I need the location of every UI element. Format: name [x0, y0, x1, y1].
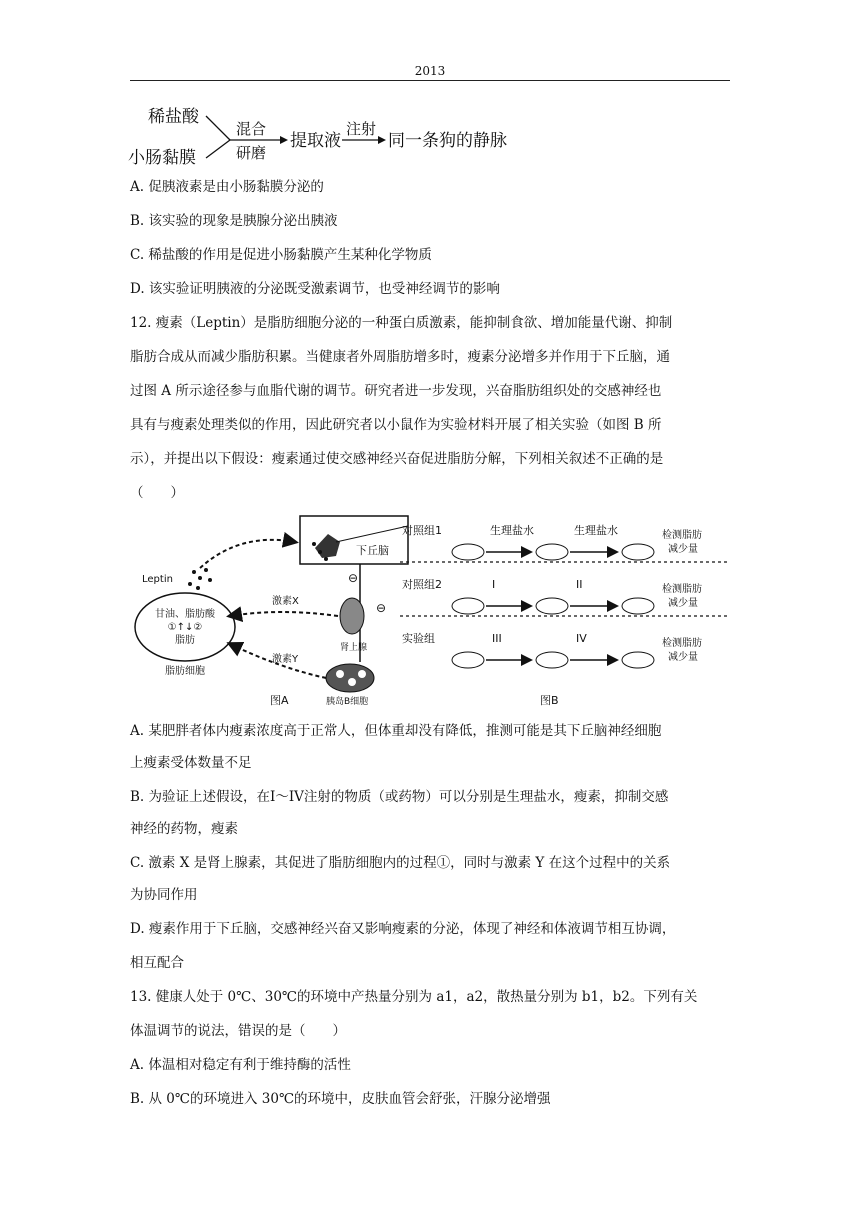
- inject-label: 注射: [346, 120, 377, 138]
- control-group-1-label: 对照组1: [402, 524, 442, 537]
- row-2: [452, 578, 702, 614]
- cell-text-3: 脂肪: [175, 635, 195, 646]
- q11-option-a: A. 促胰液素是由小肠黏膜分泌的: [130, 179, 324, 195]
- leptin-figure: [130, 512, 730, 712]
- fat-cell-label: 脂肪细胞: [165, 666, 205, 677]
- q12-stem-line-6: （ ）: [130, 485, 184, 501]
- q12-option-a-line-1: A. 某肥胖者体内瘦素浓度高于正常人，但体重却没有降低，推测可能是其下丘脑神经细胞: [130, 723, 662, 739]
- svg-text:减少量: 减少量: [668, 652, 698, 663]
- q12-option-d-line-2: 相互配合: [130, 955, 184, 971]
- arrow-2-head: [378, 136, 386, 144]
- q12-stem-line-1: 12. 瘦素（Leptin）是脂肪细胞分泌的一种蛋白质激素，能抑制食欲、增加能量代谢、抑制: [130, 315, 673, 331]
- q13-stem-line-1: 13. 健康人处于 0℃、30℃的环境中产热量分别为 a1，a2，散热量分别为 b1，b2。下列有关: [130, 989, 698, 1005]
- minus-sign-1: ⊖: [348, 571, 359, 585]
- cell-text-1: 甘油、脂肪酸: [155, 609, 215, 620]
- adrenal-gland: [340, 598, 364, 634]
- merge-line-top: [206, 116, 230, 140]
- q13-stem-line-2: 体温调节的说法，错误的是（ ）: [130, 1023, 346, 1039]
- hormone-x-label: 激素X: [272, 596, 299, 607]
- q12-stem-line-5: 示），并提出以下假设：瘦素通过使交感神经兴奋促进脂肪分解，下列相关叙述不正确的是: [130, 451, 664, 467]
- svg-text:检测脂肪: 检测脂肪: [662, 584, 702, 595]
- minus-sign-2: ⊖: [376, 601, 387, 615]
- target-label: 同一条狗的静脉: [388, 131, 507, 151]
- q13-option-b: B. 从 0℃的环境进入 30℃的环境中，皮肤血管会舒张，汗腺分泌增强: [130, 1091, 551, 1107]
- secretin-experiment-diagram: [128, 100, 518, 170]
- row-3: [452, 632, 702, 668]
- q12-option-b-line-2: 神经的药物，瘦素: [130, 821, 238, 837]
- row-1: [452, 523, 702, 560]
- leptin-dots: [188, 568, 212, 590]
- figure-a-caption: 图A: [270, 694, 289, 707]
- q12-stem-line-4: 具有与瘦素处理类似的作用，因此研究者以小鼠作为实验材料开展了相关实验（如图 B 所: [130, 417, 662, 433]
- q12-stem-line-2: 脂肪合成从而减少脂肪积累。当健康者外周脂肪增多时，瘦素分泌增多并作用于下丘脑，通: [130, 349, 670, 365]
- svg-text:III: III: [492, 632, 502, 645]
- figure-b-caption: 图B: [540, 694, 559, 707]
- svg-text:生理盐水: 生理盐水: [574, 524, 618, 537]
- leptin-to-hypothalamus-arrow: [200, 540, 295, 568]
- q12-option-c-line-2: 为协同作用: [130, 887, 198, 903]
- page-header: 2013: [414, 64, 446, 78]
- q12-option-b-line-1: B. 为验证上述假设，在I～IV注射的物质（或药物）可以分别是生理盐水，瘦素，抑制交感: [130, 789, 669, 805]
- header-rule: [130, 80, 730, 81]
- islet-label: 胰岛B细胞: [326, 697, 369, 707]
- svg-text:生理盐水: 生理盐水: [490, 524, 534, 537]
- leptin-label: Leptin: [142, 574, 173, 585]
- arrow-1-head: [280, 136, 288, 144]
- q11-option-d: D. 该实验证明胰液的分泌既受激素调节，也受神经调节的影响: [130, 281, 500, 297]
- extract-label: 提取液: [290, 131, 341, 151]
- q12-option-a-line-2: 上瘦素受体数量不足: [130, 755, 252, 771]
- q11-option-b: B. 该实验的现象是胰腺分泌出胰液: [130, 213, 338, 229]
- mix-label: 混合: [236, 120, 267, 138]
- hormone-y-label: 激素Y: [272, 654, 299, 665]
- q12-option-d-line-1: D. 瘦素作用于下丘脑，交感神经兴奋又影响瘦素的分泌，体现了神经和体液调节相互协调，: [130, 921, 676, 937]
- control-group-2-label: 对照组2: [402, 578, 442, 591]
- hypothalamus-box: [300, 516, 408, 564]
- svg-text:I: I: [492, 578, 496, 591]
- hypothalamus-label: 下丘脑: [356, 544, 389, 557]
- islet-cells: [326, 664, 374, 692]
- grind-label: 研磨: [236, 144, 267, 162]
- q13-option-a: A. 体温相对稳定有利于维持酶的活性: [130, 1057, 351, 1073]
- experiment-group-label: 实验组: [402, 632, 435, 645]
- adrenal-label: 肾上腺: [340, 643, 368, 653]
- merge-line-bottom: [206, 140, 230, 158]
- svg-text:检测脂肪: 检测脂肪: [662, 530, 702, 541]
- hormone-x-arrow: [230, 612, 338, 616]
- svg-text:IV: IV: [576, 632, 587, 645]
- q12-stem-line-3: 过图 A 所示途径参与血脂代谢的调节。研究者进一步发现，兴奋脂肪组织处的交感神经也: [130, 383, 662, 399]
- acid-label: 稀盐酸: [148, 107, 199, 127]
- cell-text-2: ①↑↓②: [167, 622, 203, 633]
- svg-text:减少量: 减少量: [668, 544, 698, 555]
- svg-text:检测脂肪: 检测脂肪: [662, 638, 702, 649]
- svg-text:减少量: 减少量: [668, 598, 698, 609]
- svg-text:II: II: [576, 578, 583, 591]
- q11-option-c: C. 稀盐酸的作用是促进小肠黏膜产生某种化学物质: [130, 247, 432, 263]
- q12-option-c-line-1: C. 激素 X 是肾上腺素，其促进了脂肪细胞内的过程①，同时与激素 Y 在这个过程中的关系: [130, 855, 671, 871]
- mucosa-label: 小肠黏膜: [128, 148, 196, 168]
